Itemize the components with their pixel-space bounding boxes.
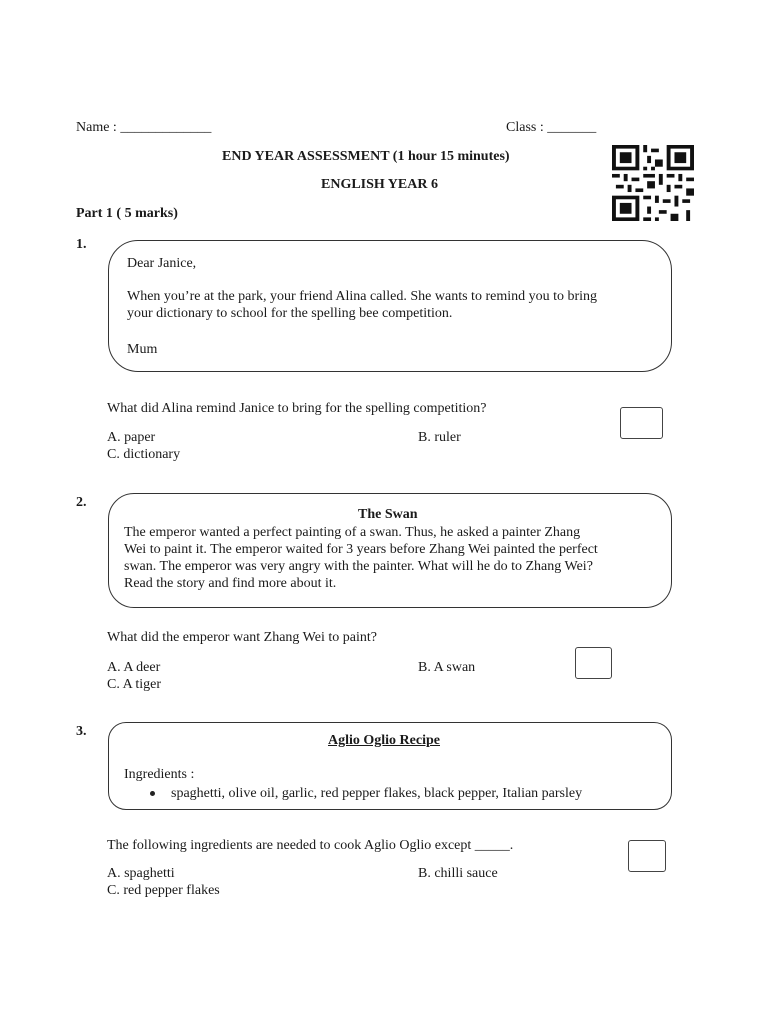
question-text: What did the emperor want Zhang Wei to paint? bbox=[107, 630, 377, 645]
passage-text: swan. The emperor was very angry with the painter. What will he do to Zhang Wei? bbox=[124, 559, 593, 574]
answer-box[interactable] bbox=[575, 647, 612, 679]
ingredients-list-item bbox=[150, 786, 582, 802]
page-title: END YEAR ASSESSMENT (1 hour 15 minutes) bbox=[222, 149, 510, 164]
name-field[interactable]: Name : _____________ bbox=[76, 120, 212, 135]
option-c[interactable]: C. red pepper flakes bbox=[107, 883, 220, 898]
answer-box[interactable] bbox=[628, 840, 666, 872]
passage-signoff: Mum bbox=[127, 342, 158, 357]
question-number: 3. bbox=[76, 724, 87, 739]
question-number: 1. bbox=[76, 237, 87, 252]
question-number: 2. bbox=[76, 495, 87, 510]
passage-text: Read the story and find more about it. bbox=[124, 576, 337, 591]
option-c[interactable]: C. dictionary bbox=[107, 447, 181, 462]
ingredients-label: Ingredients : bbox=[124, 767, 195, 782]
option-a[interactable]: A. spaghetti bbox=[107, 866, 175, 881]
passage-title: Aglio Oglio Recipe bbox=[328, 733, 440, 748]
option-a[interactable]: A. A deer bbox=[107, 660, 161, 675]
passage-text: your dictionary to school for the spelling bee competition. bbox=[127, 306, 453, 321]
option-b[interactable]: B. ruler bbox=[418, 430, 461, 445]
class-field[interactable]: Class : _______ bbox=[506, 120, 597, 135]
option-a[interactable]: A. paper bbox=[107, 430, 156, 445]
option-b[interactable]: B. chilli sauce bbox=[418, 866, 498, 881]
passage-text: When you’re at the park, your friend Alina called. She wants to remind you to bring bbox=[127, 289, 598, 304]
passage-title: The Swan bbox=[358, 507, 418, 522]
passage-text: Wei to paint it. The emperor waited for 3 years before Zhang Wei painted the perfect bbox=[124, 542, 598, 557]
passage-text: The emperor wanted a perfect painting of a swan. Thus, he asked a painter Zhang bbox=[124, 525, 581, 540]
answer-box[interactable] bbox=[620, 407, 663, 439]
option-c[interactable]: C. A tiger bbox=[107, 677, 162, 692]
page-subtitle: ENGLISH YEAR 6 bbox=[321, 177, 438, 192]
passage-greeting: Dear Janice, bbox=[127, 256, 197, 271]
part-heading: Part 1 ( 5 marks) bbox=[76, 206, 178, 221]
ingredients-text: spaghetti, olive oil, garlic, red pepper flakes, black pepper, Italian parsley bbox=[171, 786, 583, 801]
question-text: The following ingredients are needed to cook Aglio Oglio except _____. bbox=[107, 838, 514, 853]
qr-code-icon bbox=[612, 145, 694, 221]
question-text: What did Alina remind Janice to bring for the spelling competition? bbox=[107, 401, 487, 416]
option-b[interactable]: B. A swan bbox=[418, 660, 476, 675]
bullet-icon bbox=[150, 791, 155, 796]
